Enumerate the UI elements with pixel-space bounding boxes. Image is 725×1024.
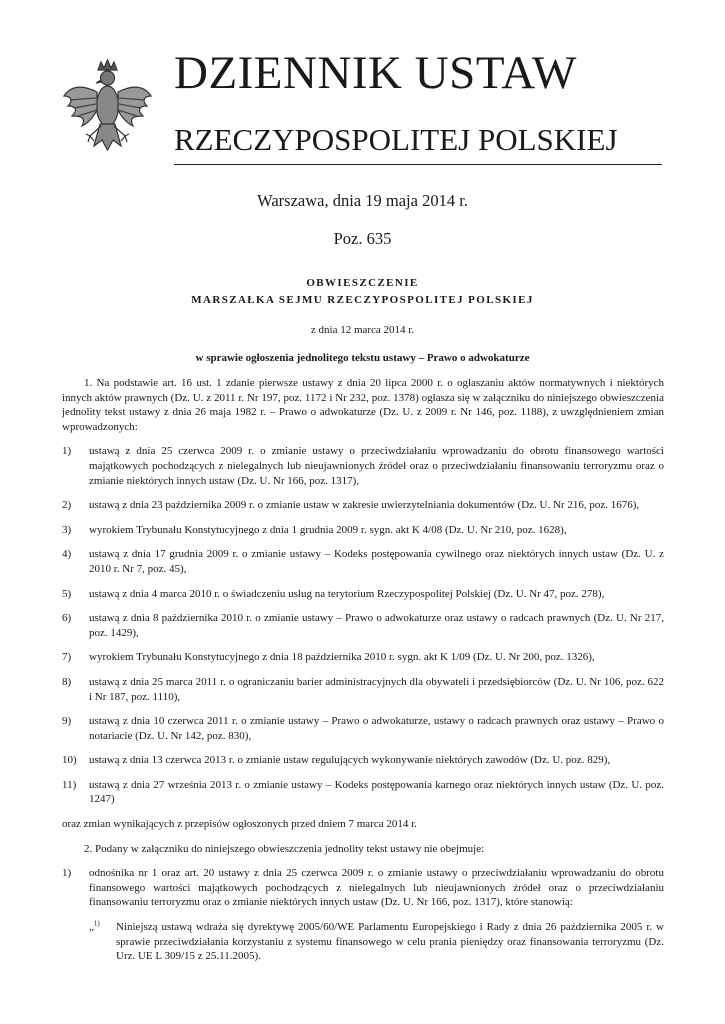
notice-issuer: MARSZAŁKA SEJMU RZECZYPOSPOLITEJ POLSKIEJ bbox=[191, 294, 534, 306]
position-number: Poz. 635 bbox=[333, 229, 392, 248]
notice-date: z dnia 12 marca 2014 r. bbox=[310, 324, 415, 336]
list-item: 5) ustawą z dnia 4 marca 2010 r. o świadczeniu usług na terytorium Rzeczypospolitej Polskiej (Dz. U. Nr 47, poz. 278), bbox=[62, 587, 605, 600]
list-item: 2) ustawą z dnia 23 października 2009 r. o zmianie ustaw w zakresie uwierzytelniania dokumentów (Dz. U. Nr 216, poz. 1676), bbox=[62, 499, 640, 512]
polish-eagle-emblem-icon bbox=[60, 56, 155, 166]
paragraph-2: 2. Podany w załączniku do niniejszego obwieszczenia jednolity tekst ustawy nie obejmuje: bbox=[84, 842, 485, 855]
list-item: 8) ustawą z dnia 25 marca 2011 r. o ograniczaniu barier administracyjnych dla obywateli i przedsiębiorców (Dz. U. Nr 106, poz. 622 i Nr 187, poz. 1110), bbox=[62, 675, 664, 703]
publication-date: Warszawa, dnia 19 maja 2014 r. bbox=[257, 191, 468, 210]
notice-subject: w sprawie ogłoszenia jednolitego tekstu ustawy – Prawo o adwokaturze bbox=[195, 352, 530, 364]
list-item: 1) odnośnika nr 1 oraz art. 20 ustawy z dnia 25 czerwca 2009 r. o zmianie ustawy o przeciwdziałaniu wprowadzaniu do obrotu finansowego wartości majątkowych pochodzących z nielegalnych lub nieujawnionych źródeł oraz o przeciwdziałaniu finansowaniu terroryzmu oraz o zmianie niektórych innych ustaw (Dz. U. Nr 166, poz. 1317), które stanowią: bbox=[62, 867, 664, 909]
closing-line: oraz zmian wynikających z przepisów ogłoszonych przed dniem 7 marca 2014 r. bbox=[62, 818, 417, 831]
paragraph-1: 1. Na podstawie art. 16 ust. 1 zdanie pierwsze ustawy z dnia 20 lipca 2000 r. o ogłaszaniu aktów normatywnych i niektórych innych aktów prawnych (Dz. U. z 2011 r. Nr 197, poz. 1172 i Nr 232, poz. 1378) ogłasza się w załączniku do niniejszego obwieszczenia jednolity tekst ustawy z dnia 26 maja 1982 r. – Prawo o adwokaturze (Dz. U. z 2009 r. Nr 146, poz. 1188), z uwzględnieniem zmian wprowadzonych: bbox=[62, 377, 664, 433]
journal-subtitle: RZECZYPOSPOLITEJ POLSKIEJ bbox=[174, 122, 618, 157]
footnote-quote bbox=[62, 920, 664, 964]
list-item: 4) ustawą z dnia 17 grudnia 2009 r. o zmianie ustawy – Kodeks postępowania cywilnego oraz niektórych innych ustaw (Dz. U. z 2010 r. Nr 7, poz. 45), bbox=[62, 548, 664, 575]
list-item: 3) wyrokiem Trybunału Konstytucyjnego z dnia 1 grudnia 2009 r. sygn. akt K 4/08 (Dz. U. Nr 210, poz. 1628), bbox=[62, 523, 567, 536]
journal-title: DZIENNIK USTAW bbox=[174, 47, 577, 99]
list-item: 11) ustawą z dnia 27 września 2013 r. o zmianie ustawy – Kodeks postępowania karnego oraz niektórych innych ustaw (Dz. U. poz. 1247) bbox=[62, 778, 664, 806]
notice-title: OBWIESZCZENIE bbox=[306, 277, 419, 289]
footnote-text: Niniejszą ustawą wdraża się dyrektywę 2005/60/WE Parlamentu Europejskiego i Rady z dnia 26 października 2005 r. w sprawie przeciwdziałania korzystaniu z systemu finansowego w celu prania pieniędzy oraz finansowania terroryzmu (Dz. Urz. UE L 309/15 z 25.11.2005). bbox=[116, 921, 664, 963]
list-item: 6) ustawą z dnia 8 października 2010 r. o zmianie ustawy – Prawo o adwokaturze oraz ustawy o radcach prawnych (Dz. U. Nr 217, poz. 1429), bbox=[62, 612, 664, 639]
masthead-divider bbox=[174, 164, 662, 165]
list-item: 1) ustawą z dnia 25 czerwca 2009 r. o zmianie ustawy o przeciwdziałaniu wprowadzaniu do obrotu finansowego wartości majątkowych pochodzących z nielegalnych lub nieujawnionych źródeł oraz o przeciwdziałaniu finansowaniu terroryzmu oraz o zmianie niektórych innych ustaw (Dz. U. Nr 166, poz. 1317), bbox=[62, 445, 664, 487]
footnote-mark: „$^{1)}$ bbox=[89, 919, 100, 934]
list-item: 7) wyrokiem Trybunału Konstytucyjnego z dnia 18 października 2010 r. sygn. akt K 1/09 (Dz. U. Nr 200, poz. 1326), bbox=[62, 651, 595, 664]
document-body bbox=[62, 376, 664, 964]
list-item: 10) ustawą z dnia 13 czerwca 2013 r. o zmianie ustaw regulujących wykonywanie niektórych zawodów (Dz. U. poz. 829), bbox=[62, 754, 611, 767]
list-item: 9) ustawą z dnia 10 czerwca 2011 r. o zmianie ustawy – Prawo o adwokaturze, ustawy o radcach prawnych oraz ustawy – Prawo o notariacie (Dz. U. Nr 142, poz. 830), bbox=[62, 715, 664, 742]
